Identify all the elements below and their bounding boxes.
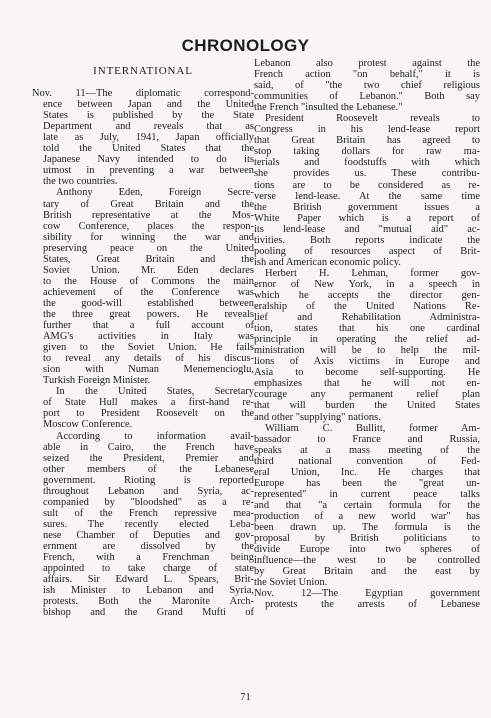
text-line: ish and American economic policy. (254, 256, 401, 268)
text-line: the British government issues a (254, 201, 480, 213)
text-line: the two countries. (43, 176, 118, 188)
text-line: communities of Lebanon." Both say (254, 91, 480, 103)
text-line: to the House of Commons the main (43, 275, 254, 287)
text-line: President Roosevelt reveals to (265, 113, 480, 125)
text-line: Japanese Navy intended to do its (43, 154, 254, 166)
text-line: White Paper which is a report of (254, 212, 480, 224)
text-line: principle in operating the relief ad- (254, 334, 480, 346)
text-line: the three great powers. He reveals (43, 308, 254, 320)
text-line: said, of "the two chief religious (254, 80, 480, 92)
text-line: ernor of New York, in a speech in (254, 278, 480, 290)
text-line: companied by "bloodshed" as a re- (43, 496, 254, 508)
text-line: ernment are dissolved by the (43, 540, 254, 552)
text-line: influence—the west to be controlled (254, 555, 480, 567)
section-heading: INTERNATIONAL (93, 65, 193, 77)
text-line: which he accepts the director gen- (254, 289, 480, 301)
text-line: Nov. 11—The diplomatic correspond- (32, 88, 254, 100)
text-line: terials and foodstuffs with which (254, 157, 480, 169)
text-line: Nov. 12—The Egyptian government (254, 588, 480, 600)
text-line: divide Europe into two spheres of (254, 544, 480, 556)
text-line: protests. Both the Maronite Arch- (43, 596, 254, 608)
text-line: Herbert H. Lehman, former gov- (265, 267, 480, 279)
text-line: preserving peace on the United (43, 242, 254, 254)
left-column (32, 58, 254, 618)
text-line: speaks at a mass meeting of the (254, 444, 480, 456)
text-line: given to the Soviet Union. He fails (43, 342, 254, 354)
text-line: French, with a Frenchman being (43, 552, 254, 564)
text-line: government. Rioting is reported (43, 474, 254, 486)
text-line: According to information avail- (56, 430, 254, 442)
text-line: other members of the Lebanese (43, 463, 254, 475)
text-line: sibility for winning the war and (43, 231, 254, 243)
text-line: late as July, 1941, Japan officially (43, 132, 254, 144)
text-line: and that "a certain formula for the (254, 499, 480, 511)
text-line: appointed to take charge of state (43, 563, 254, 575)
text-line: William C. Bullitt, former Am- (265, 422, 480, 434)
right-column (254, 58, 480, 610)
text-line: British representative at the Mos- (43, 209, 254, 221)
page-title: CHRONOLOGY (181, 36, 310, 55)
text-line: able in Cairo, the French have (43, 441, 254, 453)
text-line: Department and reveals that as (43, 121, 254, 133)
text-line: tions are to be considered as re- (254, 179, 480, 191)
text-line: Anthony Eden, Foreign Secre- (56, 187, 254, 199)
text-line: its lend-lease and "mutual aid" ac- (254, 223, 480, 235)
text-line: nese Chamber of Deputies and gov- (43, 529, 254, 541)
left-column-text (32, 88, 254, 618)
text-line: verse lend-lease. At the same time (254, 190, 480, 202)
text-line: Congress in his lend-lease report (254, 124, 480, 136)
text-line: third national convention of Fed- (254, 455, 480, 467)
text-line: tivities. Both reports indicate the (254, 234, 480, 246)
text-line: the good-will established between (43, 297, 254, 309)
right-column-text (254, 58, 480, 610)
text-line: proposal by British politicians to (254, 533, 480, 545)
text-line: the Soviet Union. (254, 577, 328, 589)
text-line: tion, states that his one cardinal (254, 323, 480, 335)
text-line: tary of Great Britain and the (43, 198, 254, 210)
text-line: courage any permanent relief plan (254, 389, 480, 401)
text-line: protests the arrests of Lebanese (265, 599, 480, 611)
text-line: pooling of resources aspect of Brit- (254, 245, 480, 257)
text-line: affairs. Sir Edward L. Spears, Brit- (43, 574, 254, 586)
text-line: further that a full account of (43, 320, 254, 332)
text-line: sures. The recently elected Leba- (43, 518, 254, 530)
text-line: Asia to become self-supporting. He (254, 367, 480, 379)
page-number: 71 (240, 692, 251, 703)
text-line: States, Great Britain and the (43, 253, 254, 265)
text-line: Soviet Union. Mr. Eden declares (43, 264, 254, 276)
text-line: to reveal any details of his discus- (43, 353, 254, 365)
text-line: bishop and the Grand Mufti of (43, 607, 254, 619)
text-line: utmost in preventing a war between (43, 165, 254, 177)
text-line: throughout Lebanon and Syria, ac- (43, 485, 254, 497)
text-line: seized the President, Premier and (43, 452, 254, 464)
text-line: and other "supplying" nations. (254, 411, 381, 423)
text-line: she provides us. These contribu- (254, 168, 480, 180)
text-line: that Great Britain has agreed to (254, 135, 480, 147)
text-line: Europe has been the "great un- (254, 477, 480, 489)
text-line: of State Hull makes a first-hand re- (43, 397, 254, 409)
text-line: port to President Roosevelt on the (43, 408, 254, 420)
text-line: eral Union, Inc. He charges that (254, 466, 480, 478)
text-line: eralship of the United Nations Re- (254, 301, 480, 313)
text-line: represented" in current peace talks (254, 488, 480, 500)
text-line: States is published by the State (43, 110, 254, 122)
text-line: Moscow Conference. (43, 419, 133, 431)
text-line: AMG's activities in Italy was (43, 331, 254, 343)
text-line: by Great Britain and the east by (254, 566, 480, 578)
text-line: been drawn up. The formula is the (254, 521, 480, 533)
text-line: ence between Japan and the United (43, 99, 254, 111)
text-line: Lebanon also protest against the (254, 58, 480, 69)
text-line: told the United States that the (43, 143, 254, 155)
text-line: French action "on behalf," it is (254, 69, 480, 81)
text-line: that will burden the United States (254, 400, 480, 412)
text-line: cow Conference, places the respon- (43, 220, 254, 232)
text-line: emphasizes that he will not en- (254, 378, 480, 390)
text-line: ish Minister to Lebanon and Syria, (43, 585, 254, 597)
text-line: achievement of the Conference was (43, 286, 254, 298)
text-line: Turkish Foreign Minister. (43, 375, 151, 387)
text-line: the French "insulted the Lebanese." (254, 102, 403, 114)
text-line: lions of Axis victims in Europe and (254, 356, 480, 368)
text-line: sult of the French repressive mea- (43, 507, 254, 519)
text-line: sion with Numan Menemencioglu, (43, 364, 254, 376)
text-line: stop taking dollars for raw ma- (254, 146, 480, 158)
text-line: lief and Rehabilitation Administra- (254, 312, 480, 324)
text-line: In the United States, Secretary (56, 386, 254, 398)
text-line: production of a new world war" has (254, 510, 480, 522)
text-line: bassador to France and Russia, (254, 433, 480, 445)
text-line: ministration will be to help the mil- (254, 345, 480, 357)
